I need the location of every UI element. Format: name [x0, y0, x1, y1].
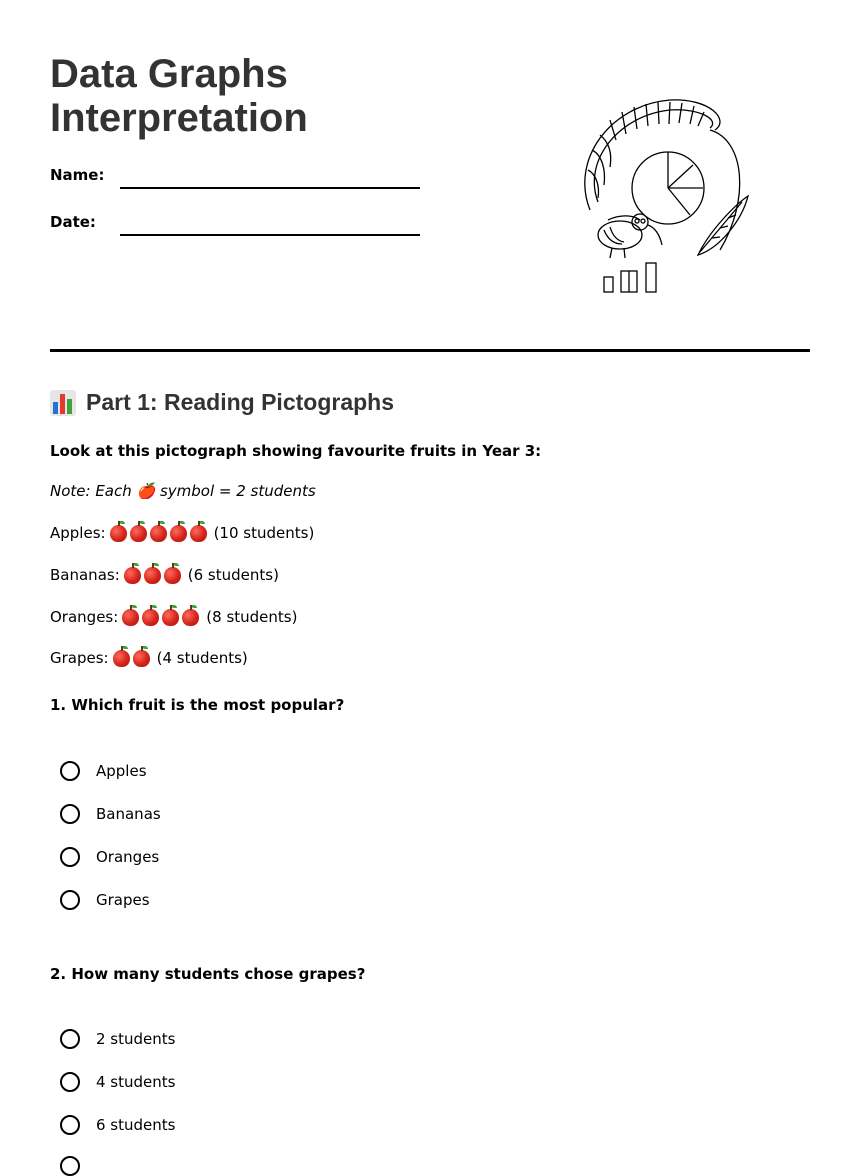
- row-label: Bananas:: [50, 566, 120, 584]
- q2-option-4-students[interactable]: [60, 1072, 175, 1092]
- option-label: 6 students: [96, 1116, 176, 1134]
- apple-icon: [133, 650, 150, 667]
- apple-icon: [170, 525, 187, 542]
- radio-button[interactable]: [60, 761, 80, 781]
- pictograph-note: Note: Each 🍎 symbol = 2 students: [50, 482, 316, 500]
- apple-icon: [122, 609, 139, 626]
- apple-symbols: [113, 650, 153, 667]
- question-1: 1. Which fruit is the most popular?: [50, 696, 345, 714]
- apple-symbols: [124, 567, 184, 584]
- radio-button[interactable]: [60, 890, 80, 910]
- radio-button[interactable]: [60, 804, 80, 824]
- pictograph-row-oranges: [50, 608, 297, 626]
- q2-option-6-students[interactable]: [60, 1115, 175, 1135]
- option-label: 2 students: [96, 1030, 176, 1048]
- apple-icon: [144, 567, 161, 584]
- pictograph-intro: Look at this pictograph showing favourite fruits in Year 3:: [50, 442, 542, 460]
- apple-icon: [162, 609, 179, 626]
- radio-button[interactable]: [60, 847, 80, 867]
- section-divider: [50, 349, 810, 352]
- page-title: [50, 52, 470, 140]
- title-line-1: Data Graphs: [50, 52, 288, 96]
- q1-option-grapes[interactable]: [60, 890, 150, 910]
- row-label: Oranges:: [50, 608, 119, 626]
- q1-option-bananas[interactable]: [60, 804, 161, 824]
- radio-button[interactable]: [60, 1156, 80, 1176]
- apple-icon: [182, 609, 199, 626]
- row-count: (10 students): [213, 524, 315, 542]
- row-label: Grapes:: [50, 649, 109, 667]
- apple-icon: [190, 525, 207, 542]
- name-field[interactable]: [120, 187, 420, 189]
- pictograph-row-bananas: [50, 566, 279, 584]
- decorative-illustration: [570, 90, 760, 300]
- option-label: 4 students: [96, 1073, 176, 1091]
- row-count: (6 students): [187, 566, 279, 584]
- apple-icon: [113, 650, 130, 667]
- option-label: Grapes: [96, 891, 150, 909]
- title-line-2: Interpretation: [50, 96, 308, 140]
- question-2: 2. How many students chose grapes?: [50, 965, 366, 983]
- row-count: (8 students): [206, 608, 298, 626]
- radio-button[interactable]: [60, 1029, 80, 1049]
- q1-option-oranges[interactable]: [60, 847, 159, 867]
- name-label: Name:: [50, 166, 105, 184]
- date-field[interactable]: [120, 234, 420, 236]
- apple-icon: [150, 525, 167, 542]
- q1-option-apples[interactable]: [60, 761, 147, 781]
- apple-icon: [164, 567, 181, 584]
- apple-symbols: [110, 525, 210, 542]
- radio-button[interactable]: [60, 1115, 80, 1135]
- apple-icon: [124, 567, 141, 584]
- option-label: Bananas: [96, 805, 161, 823]
- pictograph-row-apples: [50, 524, 314, 542]
- bar-chart-icon: [50, 390, 76, 416]
- apple-icon: [142, 609, 159, 626]
- row-count: (4 students): [156, 649, 248, 667]
- apple-symbols: [122, 609, 202, 626]
- apple-icon: [130, 525, 147, 542]
- section-title-part-1: [50, 389, 394, 416]
- option-label: Oranges: [96, 848, 160, 866]
- row-label: Apples:: [50, 524, 106, 542]
- option-label: Apples: [96, 762, 147, 780]
- date-label: Date:: [50, 213, 96, 231]
- q2-option-2-students[interactable]: [60, 1029, 175, 1049]
- pictograph-row-grapes: [50, 649, 248, 667]
- q2-option-partial[interactable]: [60, 1156, 96, 1176]
- radio-button[interactable]: [60, 1072, 80, 1092]
- section-title-text: Part 1: Reading Pictographs: [86, 389, 395, 415]
- apple-icon: [110, 525, 127, 542]
